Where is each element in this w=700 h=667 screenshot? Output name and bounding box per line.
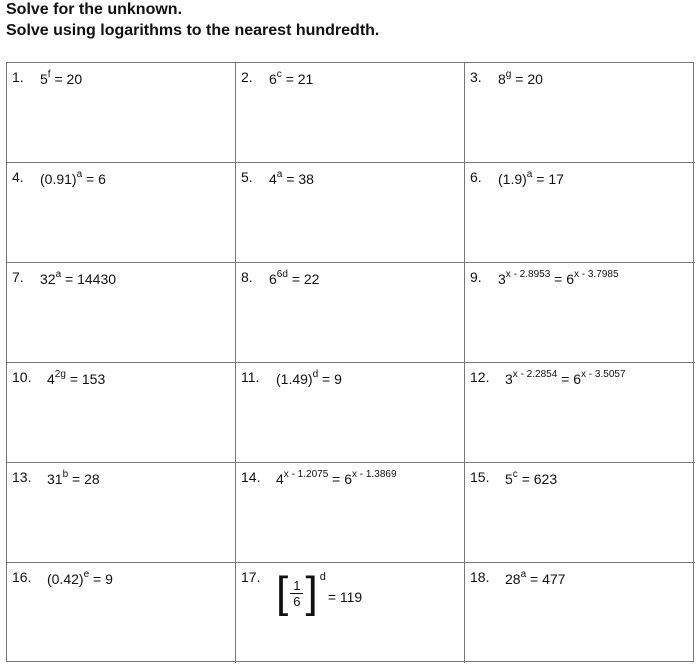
exponent: x - 2.8953 — [505, 269, 551, 281]
exponent: 6d — [276, 269, 288, 281]
problem-expression — [47, 471, 100, 487]
problem-number: 8. — [241, 269, 253, 285]
right-hand-side: = 6 — [332, 471, 353, 487]
base: 4 — [269, 171, 277, 187]
base: (1.9) — [498, 171, 527, 187]
problem-expression — [40, 171, 106, 187]
right-hand-side: = 38 — [286, 171, 314, 187]
problem-expression — [47, 371, 105, 387]
exponent: c — [512, 469, 518, 481]
worksheet-instructions: Solve using logarithms to the nearest hundredth. — [6, 22, 380, 39]
exponent: a — [276, 169, 283, 181]
base: 8 — [498, 71, 506, 87]
right-hand-side: = 6 — [86, 171, 106, 187]
problem-expression — [505, 371, 626, 387]
problem-grid — [6, 62, 694, 662]
problem-expression — [498, 171, 564, 187]
exponent: d — [312, 369, 319, 381]
exponent: x - 2.2854 — [512, 369, 558, 381]
problem-number: 18. — [470, 569, 490, 585]
problem-number: 4. — [12, 169, 24, 185]
right-hand-side: = 28 — [72, 471, 100, 487]
problem-number: 6. — [470, 169, 482, 185]
right-hand-side: = 17 — [536, 171, 564, 187]
problem-number: 3. — [470, 69, 482, 85]
right-hand-side: = 153 — [69, 371, 106, 387]
problem-cell — [465, 563, 695, 663]
exponent: g — [505, 69, 512, 81]
base: 5 — [40, 71, 48, 87]
base: 3 — [498, 271, 506, 287]
base: (0.91) — [40, 171, 77, 187]
base: 31 — [47, 471, 63, 487]
problem-cell — [465, 363, 695, 463]
problem-expression — [40, 271, 116, 287]
problem-expression — [498, 71, 543, 87]
problem-number: 12. — [470, 369, 490, 385]
problem-number: 16. — [12, 569, 32, 585]
problem-cell — [7, 263, 236, 363]
problem-expression — [505, 471, 557, 487]
base: 5 — [505, 471, 513, 487]
problem-number: 13. — [12, 469, 32, 485]
right-hand-side: = 22 — [291, 271, 320, 287]
problem-cell — [7, 463, 236, 563]
exponent: x - 1.2075 — [283, 469, 329, 481]
problem-cell — [465, 463, 695, 563]
exponent: a — [520, 569, 527, 581]
exponent: e — [83, 569, 90, 581]
problem-cell — [236, 463, 465, 563]
right-hand-side: = 6 — [554, 271, 575, 287]
problem-number: 11. — [241, 369, 260, 385]
right-hand-side: = 9 — [93, 571, 113, 587]
problem-cell — [465, 163, 695, 263]
right-hand-side: = 6 — [561, 371, 582, 387]
problem-number: 5. — [241, 169, 253, 185]
problem-number: 9. — [470, 269, 482, 285]
right-hand-side: = 477 — [530, 571, 566, 587]
rhs-exponent: x - 1.3869 — [352, 469, 397, 481]
exponent: a — [76, 169, 83, 181]
exponent: a — [526, 169, 533, 181]
exponent: a — [55, 269, 62, 281]
base: 4 — [47, 371, 55, 387]
problem-number: 14. — [241, 469, 261, 485]
right-hand-side: = 14430 — [65, 271, 117, 287]
exponent: d — [319, 571, 326, 583]
problem-expression — [269, 271, 319, 287]
problem-cell — [7, 163, 236, 263]
problem-number: 2. — [241, 69, 253, 85]
rhs-exponent: x - 3.7985 — [574, 269, 619, 281]
problem-cell — [7, 563, 236, 663]
problem-cell — [236, 63, 465, 163]
problem-expression — [505, 571, 565, 587]
problem-number: 15. — [470, 469, 490, 485]
problem-expression — [276, 371, 342, 387]
right-hand-side: = 20 — [54, 71, 83, 87]
problem-number: 1. — [12, 69, 24, 85]
problem-expression — [276, 471, 397, 487]
problem-expression — [47, 571, 113, 587]
problem-cell — [236, 363, 465, 463]
problem-cell — [236, 563, 465, 663]
problem-expression — [269, 171, 314, 187]
base: (1.49) — [276, 371, 313, 387]
problem-cell — [236, 163, 465, 263]
base: 4 — [276, 471, 284, 487]
right-hand-side: = 20 — [515, 71, 543, 87]
left-bracket: [ — [276, 568, 289, 617]
problem-number: 7. — [12, 269, 24, 285]
problem-expression — [269, 71, 313, 87]
base: 32 — [40, 271, 56, 287]
problem-number: 17. — [241, 569, 261, 585]
problem-cell — [7, 63, 236, 163]
problem-cell — [236, 263, 465, 363]
problem-number: 10. — [12, 369, 32, 385]
fraction-numerator: 1 — [290, 578, 303, 594]
rhs-exponent: x - 3.5057 — [581, 369, 626, 381]
problem-cell — [7, 363, 236, 463]
base: 3 — [505, 371, 513, 387]
right-hand-side: = 119 — [327, 589, 363, 605]
right-hand-side: = 9 — [322, 371, 342, 387]
exponent: c — [276, 69, 282, 81]
problem-expression — [276, 568, 363, 617]
base: 6 — [269, 271, 277, 287]
problem-expression — [40, 71, 82, 87]
exponent: 2g — [54, 369, 66, 381]
exponent: b — [62, 469, 69, 481]
base: 6 — [269, 71, 277, 87]
base: (0.42) — [47, 571, 84, 587]
right-hand-side: = 623 — [521, 471, 558, 487]
worksheet-title: Solve for the unknown. — [6, 1, 183, 18]
fraction — [290, 578, 303, 609]
right-bracket: ] — [305, 568, 318, 617]
problem-cell — [465, 263, 695, 363]
base: 28 — [505, 571, 521, 587]
right-hand-side: = 21 — [285, 71, 314, 87]
problem-cell — [465, 63, 695, 163]
fraction-denominator: 6 — [293, 593, 301, 609]
problem-expression — [498, 271, 619, 287]
exponent: f — [47, 69, 51, 81]
